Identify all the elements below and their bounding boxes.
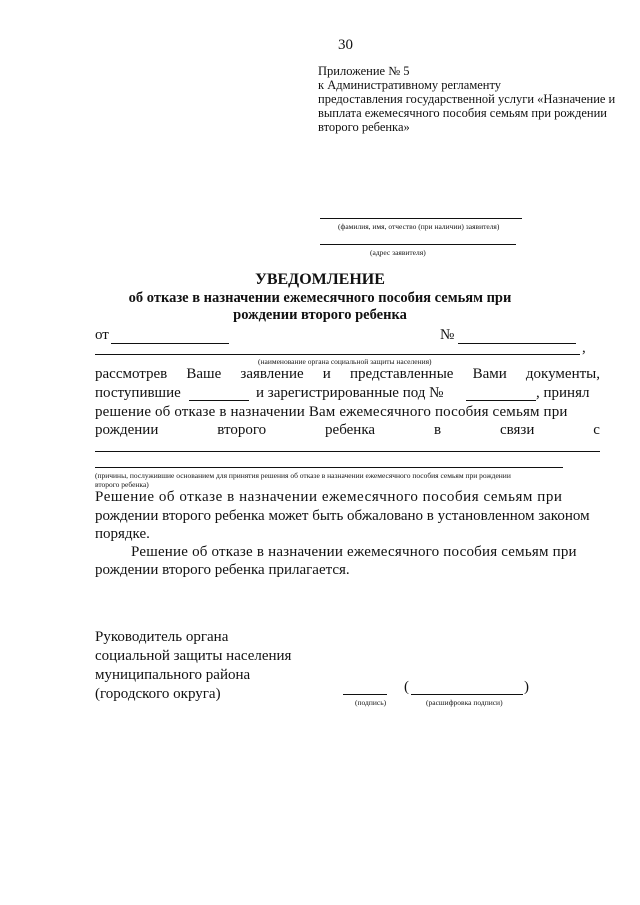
paragraph2-line1: Решение об отказе в назначении ежемесячного пособия семьям при	[95, 489, 563, 505]
word: рассмотрев	[95, 366, 168, 382]
applicant-address-caption: (адрес заявителя)	[370, 248, 426, 257]
reasons-line-2	[95, 467, 563, 468]
decoding-open-paren: (	[404, 679, 409, 695]
document-title: УВЕДОМЛЕНИЕ	[255, 271, 385, 288]
org-name-line	[95, 354, 580, 355]
paragraph1-line4	[95, 422, 600, 439]
decoding-line	[411, 694, 523, 695]
word: связи	[499, 422, 535, 438]
org-line-comma: ,	[582, 340, 586, 356]
decoding-caption: (расшифровка подписи)	[426, 698, 503, 707]
paragraph3-line2: рождении второго ребенка прилагается.	[95, 562, 350, 578]
number-blank	[458, 343, 576, 344]
signatory-line: муниципального района	[95, 667, 251, 683]
word: второго	[217, 422, 267, 438]
word: представленные	[349, 366, 454, 382]
paragraph1-line2-start: поступившие	[95, 385, 181, 401]
word: и	[322, 366, 331, 382]
word: ребенка	[325, 422, 376, 438]
applicant-name-line	[320, 218, 522, 219]
annex-line: выплата ежемесячного пособия семьям при рождении	[318, 106, 607, 120]
number-label: №	[440, 327, 455, 343]
reasons-caption-line2: второго ребенка)	[95, 480, 149, 489]
registration-number-blank	[466, 400, 536, 401]
date-blank	[111, 343, 229, 344]
decoding-close-paren: )	[524, 679, 529, 695]
annex-line: второго ребенка»	[318, 120, 410, 134]
org-caption: (наименование органа социальной защиты населения)	[258, 357, 432, 366]
reasons-line-1	[95, 451, 600, 452]
word: заявление	[240, 366, 304, 382]
signatory-line: Руководитель органа	[95, 629, 229, 645]
paragraph3-line1: Решение об отказе в назначении ежемесячного пособия семьям при	[131, 544, 577, 560]
applicant-address-line	[320, 244, 516, 245]
paragraph1-line2-middle: и зарегистрированные под №	[256, 385, 444, 401]
word: Ваше	[186, 366, 222, 382]
word: документы,	[525, 366, 600, 382]
word: в	[433, 422, 442, 438]
from-label: от	[95, 327, 109, 343]
document-subtitle-line2: рождении второго ребенка	[233, 307, 407, 323]
word: Вами	[472, 366, 507, 382]
signatory-title	[95, 628, 291, 704]
paragraph1-line2-end: , принял	[536, 385, 590, 401]
signatory-line: (городского округа)	[95, 686, 221, 702]
annex-line: Приложение № 5	[318, 64, 410, 78]
paragraph1-line3: решение об отказе в назначении Вам ежемесячного пособия семьям при	[95, 404, 568, 420]
paragraph2-line3: порядке.	[95, 526, 150, 542]
annex-line: предоставления государственной услуги «Назначение и	[318, 92, 616, 106]
word: с	[593, 422, 600, 438]
document-subtitle-line1: об отказе в назначении ежемесячного пособия семьям при	[128, 290, 512, 306]
paragraph2-line2: рождении второго ребенка может быть обжаловано в установленном законом	[95, 508, 590, 524]
signature-caption: (подпись)	[355, 698, 387, 707]
annex-reference	[318, 64, 616, 134]
paragraph1-line1	[95, 366, 600, 383]
applicant-name-caption: (фамилия, имя, отчество (при наличии) заявителя)	[338, 222, 500, 231]
signatory-line: социальной защиты населения	[95, 648, 292, 664]
word: рождении	[95, 422, 159, 438]
page-number: 30	[338, 37, 353, 53]
signature-line	[343, 694, 387, 695]
annex-line: к Административному регламенту	[318, 78, 502, 92]
received-date-blank	[189, 400, 249, 401]
reasons-caption-line1: (причины, послужившие основанием для принятия решения об отказе в назначении ежемесячного пособия семьям при рождении	[95, 471, 511, 480]
